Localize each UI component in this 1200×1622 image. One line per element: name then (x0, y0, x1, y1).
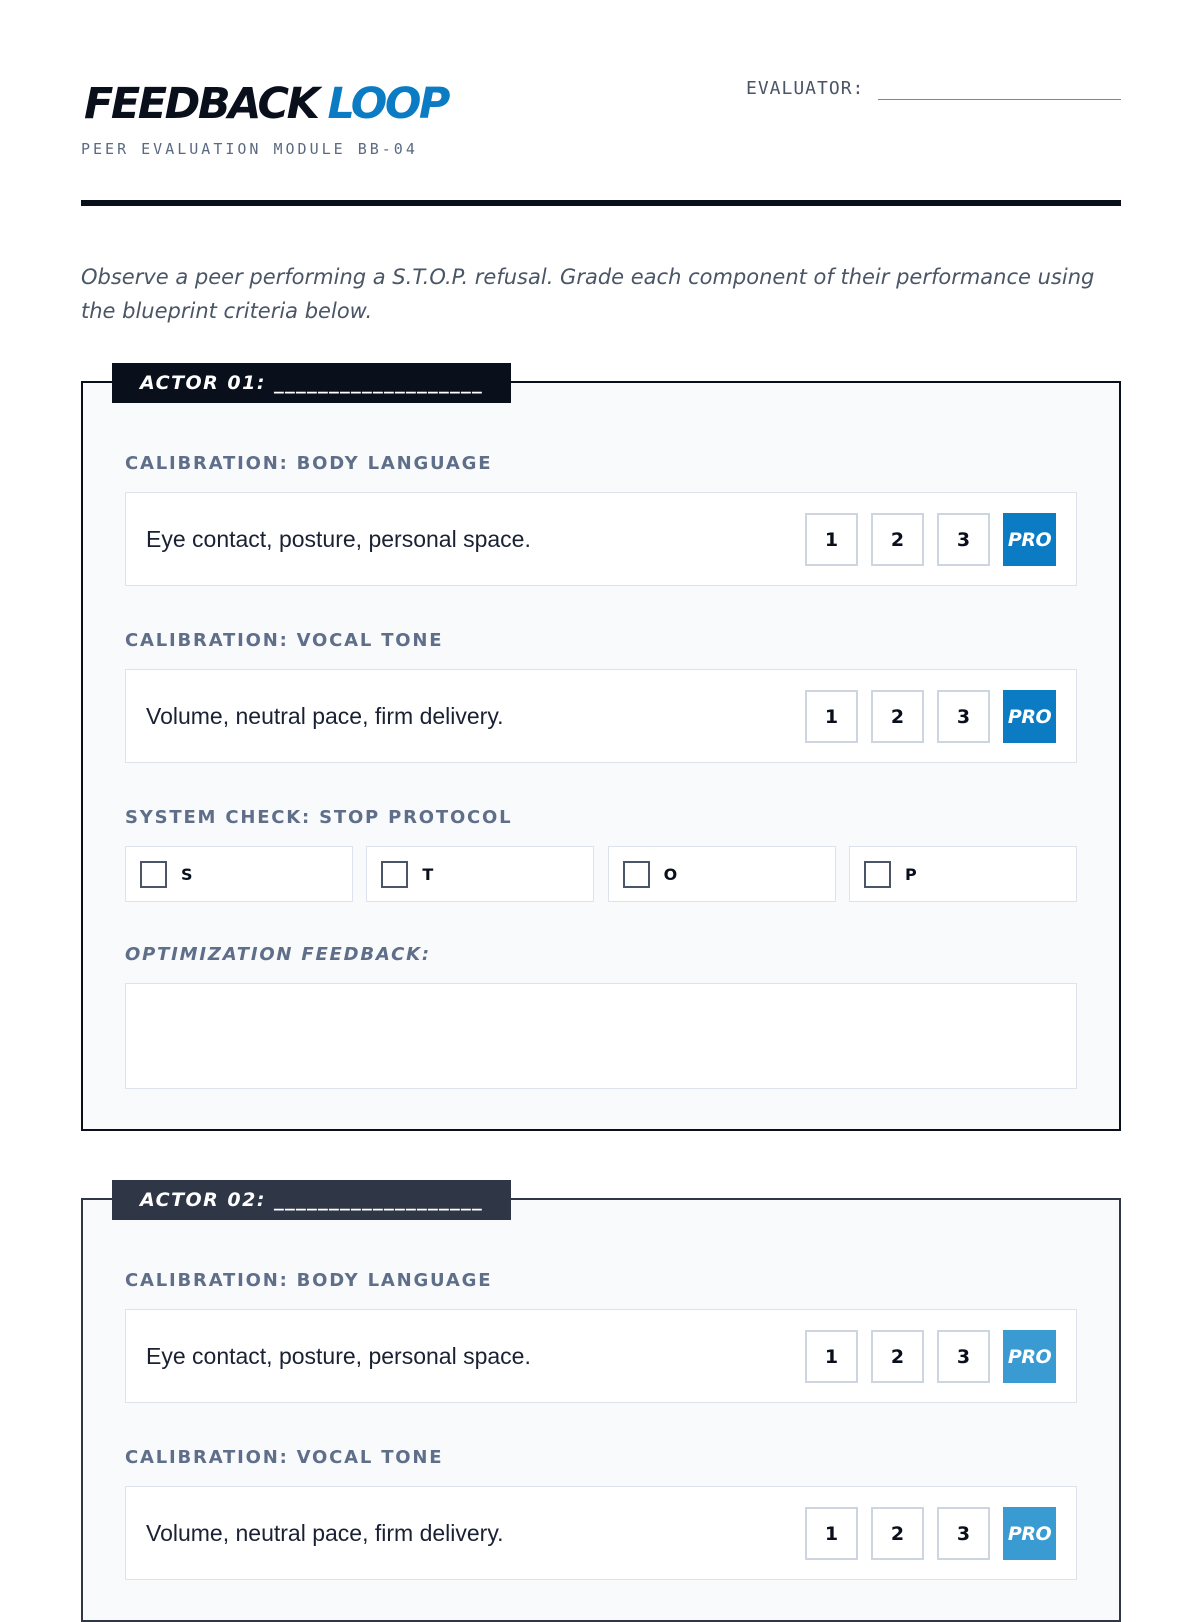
stop-check-s[interactable] (125, 846, 353, 902)
score-2-button[interactable]: 2 (871, 1330, 924, 1383)
score-1-button[interactable]: 1 (805, 690, 858, 743)
score-group (792, 1330, 1056, 1383)
score-group (792, 1507, 1056, 1560)
score-1-button[interactable]: 1 (805, 1507, 858, 1560)
body-language-criteria: Eye contact, posture, personal space. (146, 526, 531, 552)
body-language-label: CALIBRATION: BODY LANGUAGE (125, 453, 493, 474)
score-pro-button[interactable]: PRO (1003, 1330, 1056, 1383)
body-language-label: CALIBRATION: BODY LANGUAGE (125, 1270, 493, 1291)
vocal-tone-criteria: Volume, neutral pace, firm delivery. (146, 1520, 504, 1546)
evaluator-field[interactable] (746, 78, 1121, 102)
check-letter: T (422, 864, 434, 884)
evaluator-label: EVALUATOR: (746, 78, 865, 99)
evaluator-name-line[interactable] (878, 99, 1121, 100)
score-3-button[interactable]: 3 (937, 1330, 990, 1383)
logo (84, 78, 448, 130)
actor-card-2 (81, 1189, 1121, 1622)
feedback-textarea[interactable] (125, 983, 1077, 1089)
body-language-row (125, 492, 1077, 586)
logo-feedback: FEEDBACK (84, 79, 318, 129)
stop-check-t[interactable] (366, 846, 594, 902)
score-1-button[interactable]: 1 (805, 513, 858, 566)
vocal-tone-row (125, 669, 1077, 763)
body-language-row (125, 1309, 1077, 1403)
actor-name-tab[interactable]: ACTOR 01: ___________________ (112, 363, 511, 403)
score-1-button[interactable]: 1 (805, 1330, 858, 1383)
score-pro-button[interactable]: PRO (1003, 513, 1056, 566)
stop-protocol-label: SYSTEM CHECK: STOP PROTOCOL (125, 807, 513, 828)
actor-card-1 (81, 372, 1121, 1131)
score-group (792, 513, 1056, 566)
score-3-button[interactable]: 3 (937, 513, 990, 566)
logo-loop: LOOP (327, 79, 448, 129)
body-language-criteria: Eye contact, posture, personal space. (146, 1343, 531, 1369)
score-3-button[interactable]: 3 (937, 1507, 990, 1560)
check-letter: O (663, 864, 678, 884)
score-pro-button[interactable]: PRO (1003, 1507, 1056, 1560)
actor-name-tab[interactable]: ACTOR 02: ___________________ (112, 1180, 511, 1220)
vocal-tone-label: CALIBRATION: VOCAL TONE (125, 630, 444, 651)
score-pro-button[interactable]: PRO (1003, 690, 1056, 743)
score-group (792, 690, 1056, 743)
stop-check-o[interactable] (608, 846, 836, 902)
check-letter: S (181, 864, 193, 884)
check-letter: P (904, 864, 917, 884)
score-2-button[interactable]: 2 (871, 690, 924, 743)
vocal-tone-label: CALIBRATION: VOCAL TONE (125, 1447, 444, 1468)
checkbox[interactable] (623, 861, 650, 888)
vocal-tone-criteria: Volume, neutral pace, firm delivery. (146, 703, 504, 729)
evaluation-page (81, 0, 1121, 1546)
score-3-button[interactable]: 3 (937, 690, 990, 743)
instructions: Observe a peer performing a S.T.O.P. refusal. Grade each component of their performance using the blueprint criteria below. (81, 265, 1095, 323)
stop-check-p[interactable] (849, 846, 1077, 902)
checkbox[interactable] (864, 861, 891, 888)
module-code: PEER EVALUATION MODULE BB-04 (81, 140, 418, 158)
stop-protocol-checks (125, 846, 1077, 902)
score-2-button[interactable]: 2 (871, 1507, 924, 1560)
optimization-feedback-label: OPTIMIZATION FEEDBACK: (125, 944, 431, 965)
checkbox[interactable] (140, 861, 167, 888)
checkbox[interactable] (381, 861, 408, 888)
header-divider (81, 200, 1121, 206)
score-2-button[interactable]: 2 (871, 513, 924, 566)
vocal-tone-row (125, 1486, 1077, 1580)
header (81, 0, 1121, 210)
